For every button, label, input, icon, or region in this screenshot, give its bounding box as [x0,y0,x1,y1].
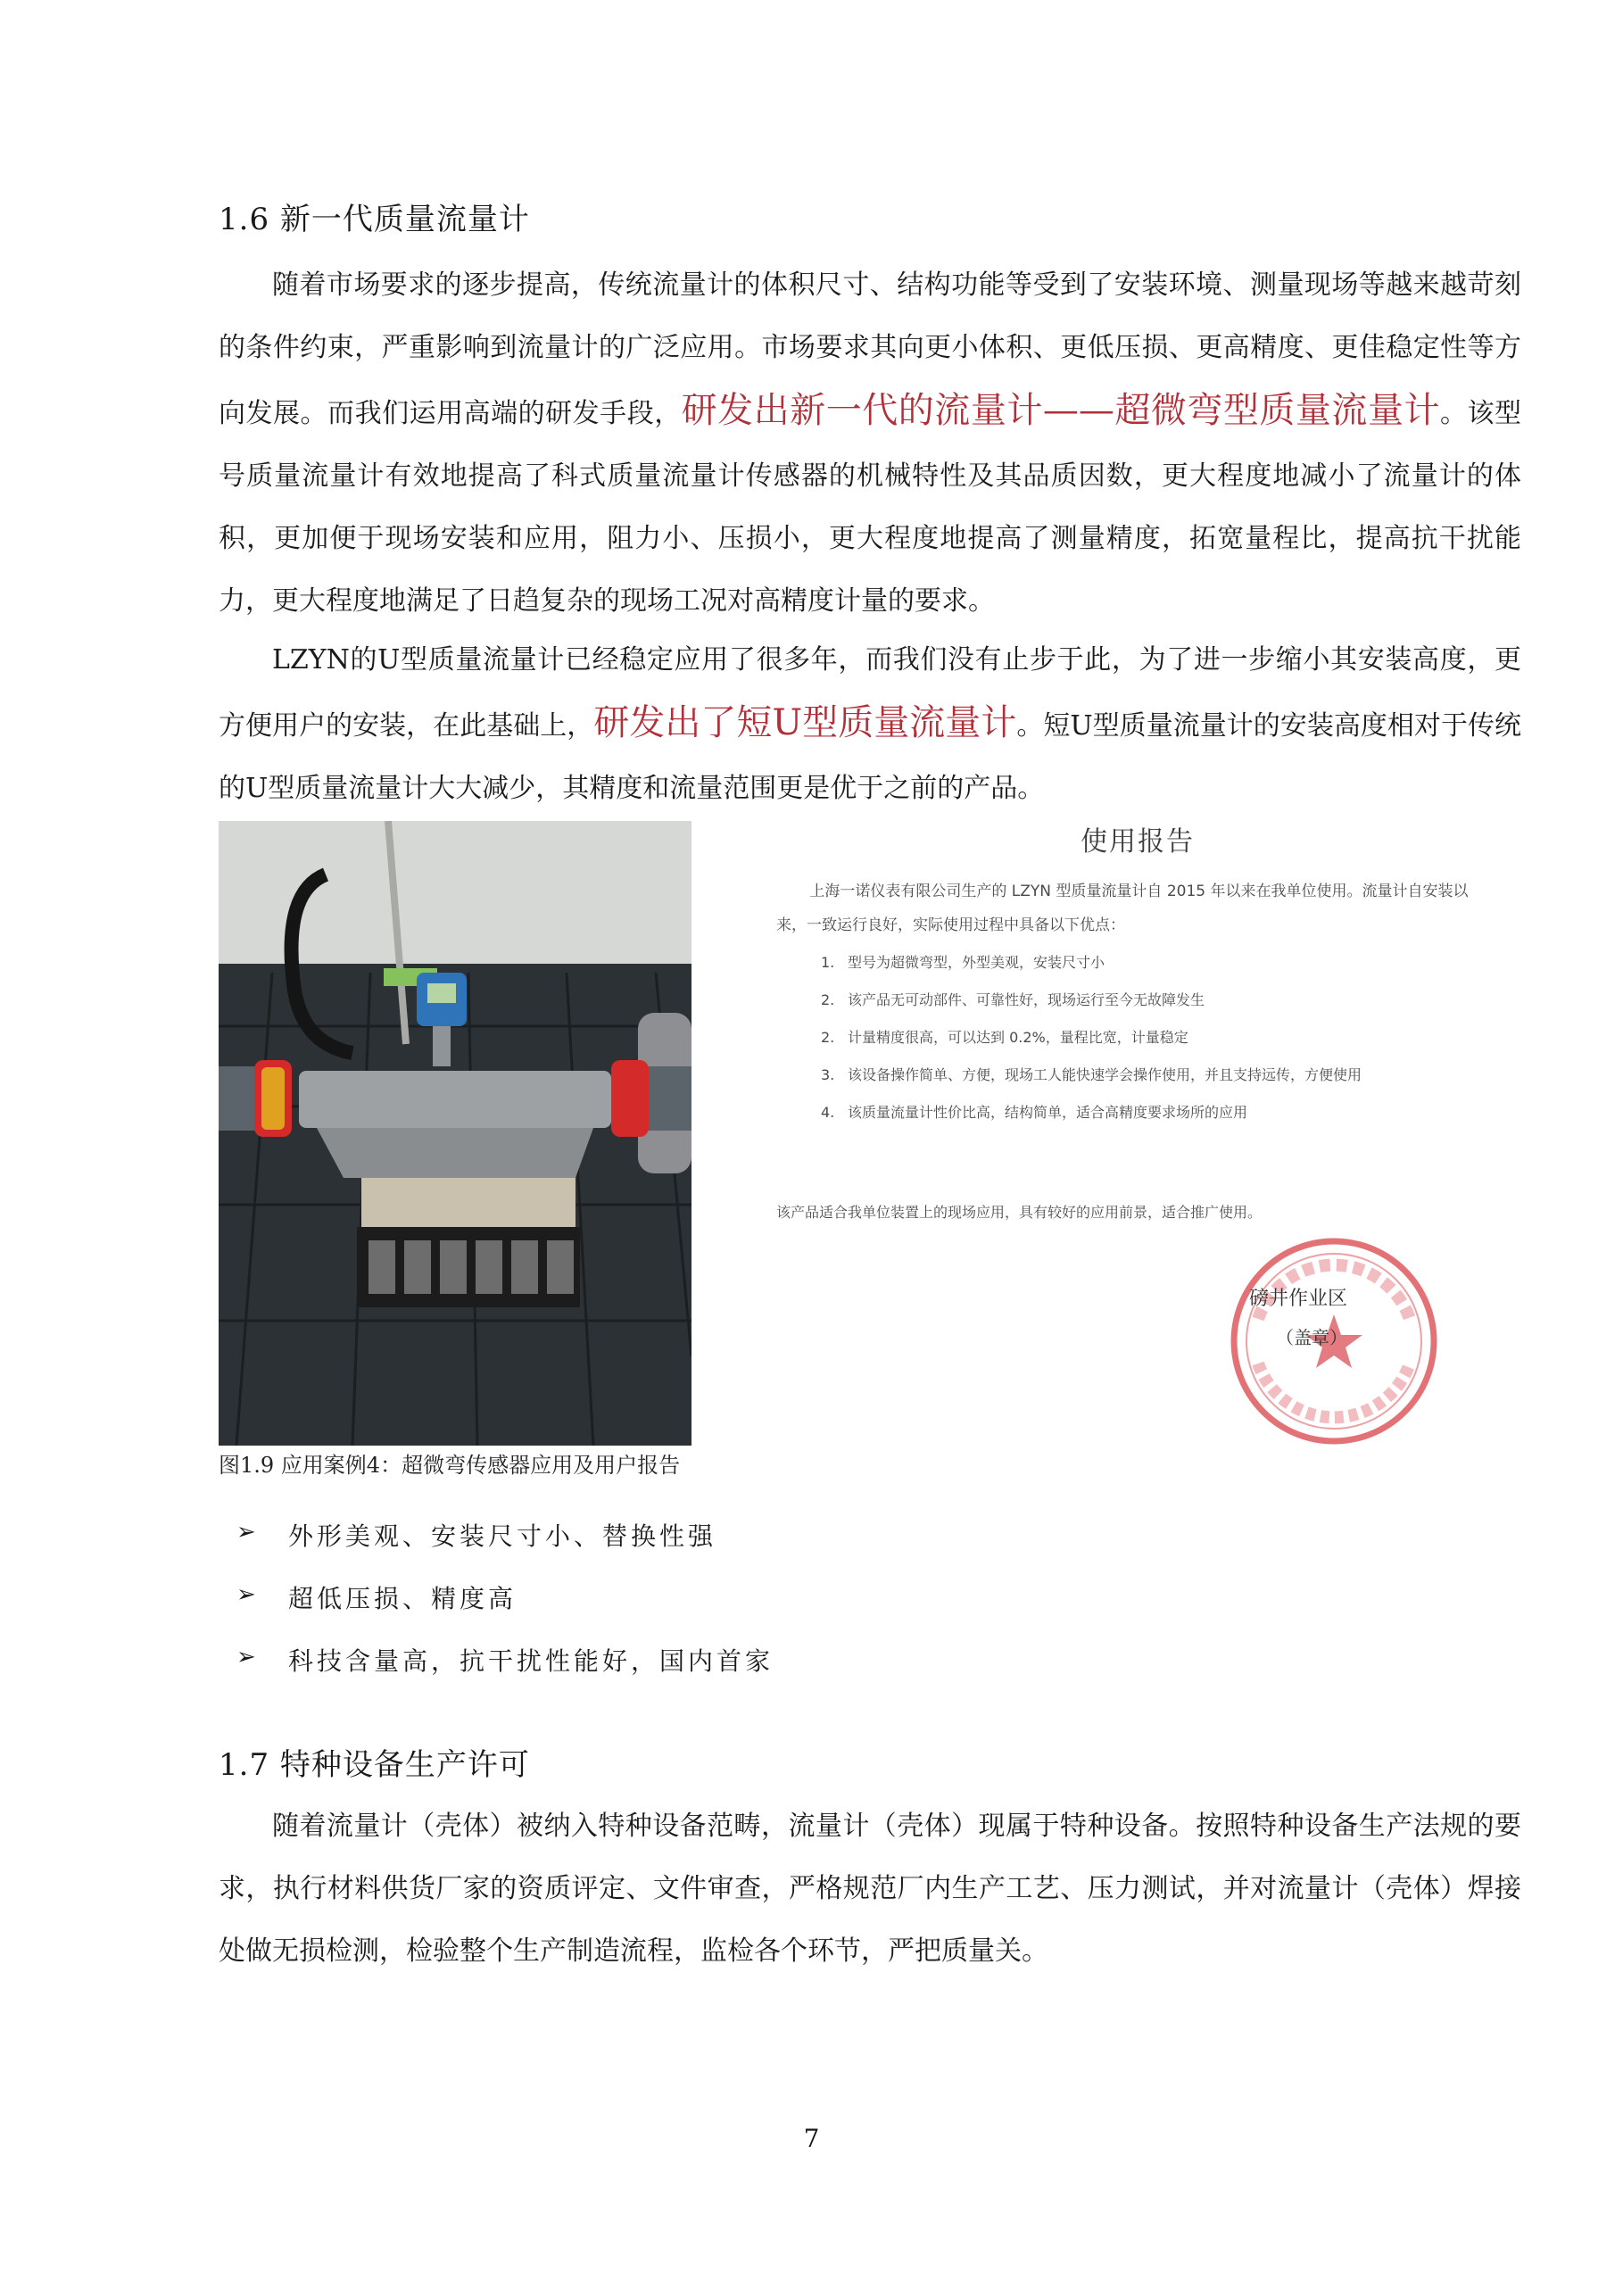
highlight-text: 研发出新一代的流量计——超微弯型质量流量计 [681,390,1440,431]
report-item [776,1094,1472,1131]
report-item-text: 计量精度很高，可以达到 0.2%，量程比宽，计量稳定 [848,1029,1188,1046]
section-heading-1-7: 1.7 特种设备生产许可 [219,1747,530,1783]
feature-text: 外形美观、安装尺寸小、替换性强 [288,1521,717,1551]
report-item [776,1057,1472,1094]
arrow-bullet-icon: ➢ [236,1644,260,1670]
feature-text: 科技含量高，抗干扰性能好，国内首家 [288,1646,774,1676]
report-advantages-list [776,944,1472,1131]
report-item-number: 2. [821,1029,835,1046]
report-item-text: 该质量流量计性价比高，结构简单，适合高精度要求场所的应用 [848,1104,1248,1121]
report-item-text: 该产品无可动部件、可靠性好，现场运行至今无故障发生 [848,991,1205,1008]
paragraph-text: 随着市场要求的逐步提高，传统流量计的体积尺寸、结构功能等受到了安装环境、测量现场等越来越苛刻的条件约束，严重影响到流量计的广泛应用。市场要求其向更小体积、更低压损、更高精度、更佳稳定性等方向发展。而我们运用高端的研发手段， [219,269,1521,429]
report-item [776,982,1472,1019]
report-item [776,1019,1472,1057]
stamp-seal-label: （盖章） [1276,1327,1347,1348]
paragraph-text: LZYN的U型质量流量计已经稳定应用了很多年，而我们没有止步于此，为了进一步缩小其安装高度，更方便用户的安装，在此基础上， [219,644,1521,742]
report-item-number: 4. [821,1104,835,1121]
arrow-bullet-icon: ➢ [236,1581,260,1608]
paragraph-new-generation-flowmeter [219,254,1521,633]
section-heading-1-6: 1.6 新一代质量流量计 [219,202,530,237]
paragraph-text: 。短U型质量流量计的安装高度相对于传统的U型质量流量计大大减少，其精度和流量范围更是优于之前的产品。 [219,710,1521,804]
report-title: 使用报告 [1081,826,1195,858]
stamp-unit-name: 磅井作业区 [1249,1288,1348,1310]
report-item-text: 该设备操作简单、方便，现场工人能快速学会操作使用，并且支持远传，方便使用 [848,1066,1362,1083]
arrow-bullet-icon: ➢ [236,1519,260,1546]
feature-text: 超低压损、精度高 [288,1584,518,1613]
paragraph-special-equipment-license: 随着流量计（壳体）被纳入特种设备范畴，流量计（壳体）现属于特种设备。按照特种设备生产法规的要求，执行材料供货厂家的资质评定、文件审查，严格规范厂内生产工艺、压力测试，并对流量计（壳体）焊接处做无损检测，检验整个生产制造流程，监检各个环节，严把质量关。 [219,1811,1521,1967]
page-number: 7 [803,2124,820,2153]
field-installation-photo [219,821,691,1446]
report-footer: 该产品适合我单位装置上的现场应用，具有较好的应用前景，适合推广使用。 [776,1204,1263,1221]
figure-caption: 图1.9 应用案例4：超微弯传感器应用及用户报告 [219,1453,681,1478]
report-item-number: 2. [821,991,835,1008]
report-item [776,944,1472,982]
paragraph-short-u-flowmeter [219,629,1521,820]
highlight-text: 研发出了短U型质量流量计 [593,702,1017,743]
flowmeter-photo-illustration [219,821,691,1446]
user-report-scan [776,819,1499,1444]
report-item-text: 型号为超微弯型，外型美观，安装尺寸小 [848,954,1105,971]
report-item-number: 1. [821,954,835,971]
report-item-number: 3. [821,1066,835,1083]
report-intro: 上海一诺仪表有限公司生产的 LZYN 型质量流量计自 2015 年以来在我单位使用。流量计自安装以来，一致运行良好，实际使用过程中具备以下优点： [776,883,1469,934]
paragraph-text: 。该型号质量流量计有效地提高了科式质量流量计传感器的机械特性及其品质因数，更大程度地减小了流量计的体积，更加便于现场安装和应用，阻力小、压损小，更大程度地提高了测量精度，拓宽量程比，提高抗干扰能力，更大程度地满足了日趋复杂的现场工况对高精度计量的要求。 [219,398,1522,617]
